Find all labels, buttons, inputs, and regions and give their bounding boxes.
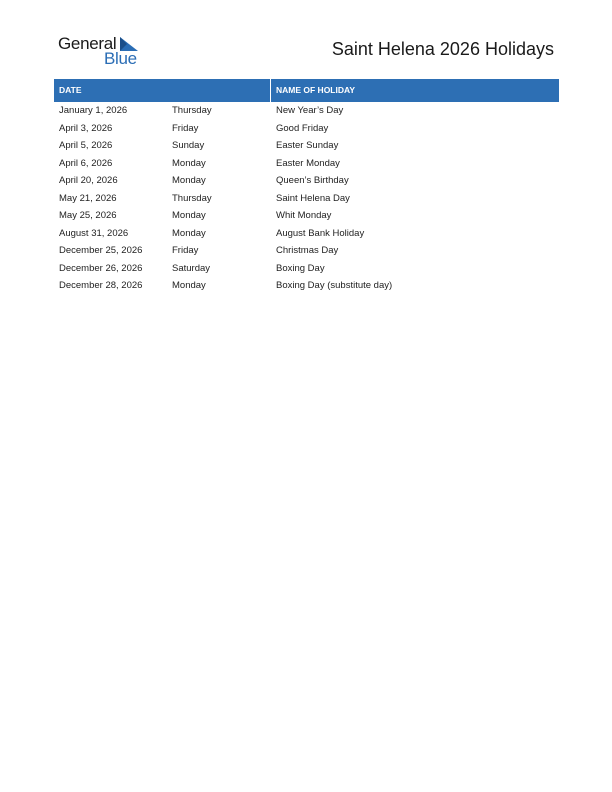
holiday-name: Saint Helena Day <box>276 192 350 204</box>
holiday-weekday: Monday <box>172 157 206 169</box>
holiday-date: April 6, 2026 <box>59 157 113 169</box>
holiday-weekday: Friday <box>172 122 199 134</box>
table-row <box>54 172 559 190</box>
holiday-weekday: Saturday <box>172 262 211 274</box>
holiday-weekday: Thursday <box>172 192 212 204</box>
page-title: Saint Helena 2026 Holidays <box>331 39 554 59</box>
holiday-weekday: Thursday <box>172 105 212 116</box>
logo-text-general: General <box>58 34 117 53</box>
holiday-weekday: Sunday <box>172 140 205 151</box>
holiday-name: Easter Monday <box>276 157 340 169</box>
holiday-name: Good Friday <box>276 122 329 134</box>
holiday-table-body <box>54 102 559 295</box>
holiday-date: August 31, 2026 <box>59 227 129 239</box>
holiday-date: May 25, 2026 <box>59 210 117 221</box>
holiday-date: December 25, 2026 <box>59 245 143 256</box>
holiday-name: New Year’s Day <box>276 105 344 116</box>
table-row <box>54 190 559 208</box>
table-row <box>54 155 559 173</box>
holiday-date: April 5, 2026 <box>59 140 113 151</box>
table-header <box>54 79 559 102</box>
table-row <box>54 102 559 120</box>
table-row <box>54 242 559 260</box>
column-header-date: DATE <box>59 85 82 95</box>
holiday-weekday: Monday <box>172 175 206 186</box>
holiday-name: Easter Sunday <box>276 140 339 151</box>
table-row <box>54 277 559 295</box>
holiday-name: Whit Monday <box>276 210 332 221</box>
holiday-weekday: Monday <box>172 210 206 221</box>
holiday-date: April 20, 2026 <box>59 175 118 186</box>
table-row <box>54 137 559 155</box>
holiday-weekday: Friday <box>172 245 199 256</box>
table-row <box>54 260 559 278</box>
holiday-name: August Bank Holiday <box>276 227 365 239</box>
holiday-weekday: Monday <box>172 280 206 291</box>
logo-text-blue: Blue <box>104 49 137 68</box>
holiday-weekday: Monday <box>172 227 206 239</box>
header-divider <box>270 79 271 102</box>
holiday-name: Christmas Day <box>276 245 339 256</box>
table-row <box>54 225 559 243</box>
generalblue-logo <box>58 34 148 68</box>
holiday-name: Queen’s Birthday <box>276 175 349 186</box>
holiday-date: December 26, 2026 <box>59 262 143 274</box>
holiday-date: April 3, 2026 <box>59 122 113 134</box>
holiday-date: December 28, 2026 <box>59 280 143 291</box>
holiday-name: Boxing Day <box>276 262 325 274</box>
holiday-name: Boxing Day (substitute day) <box>276 280 393 291</box>
column-header-holiday-name: NAME OF HOLIDAY <box>276 85 356 95</box>
table-row <box>54 207 559 225</box>
holiday-date: January 1, 2026 <box>59 105 128 116</box>
holiday-date: May 21, 2026 <box>59 192 117 204</box>
table-row <box>54 120 559 138</box>
